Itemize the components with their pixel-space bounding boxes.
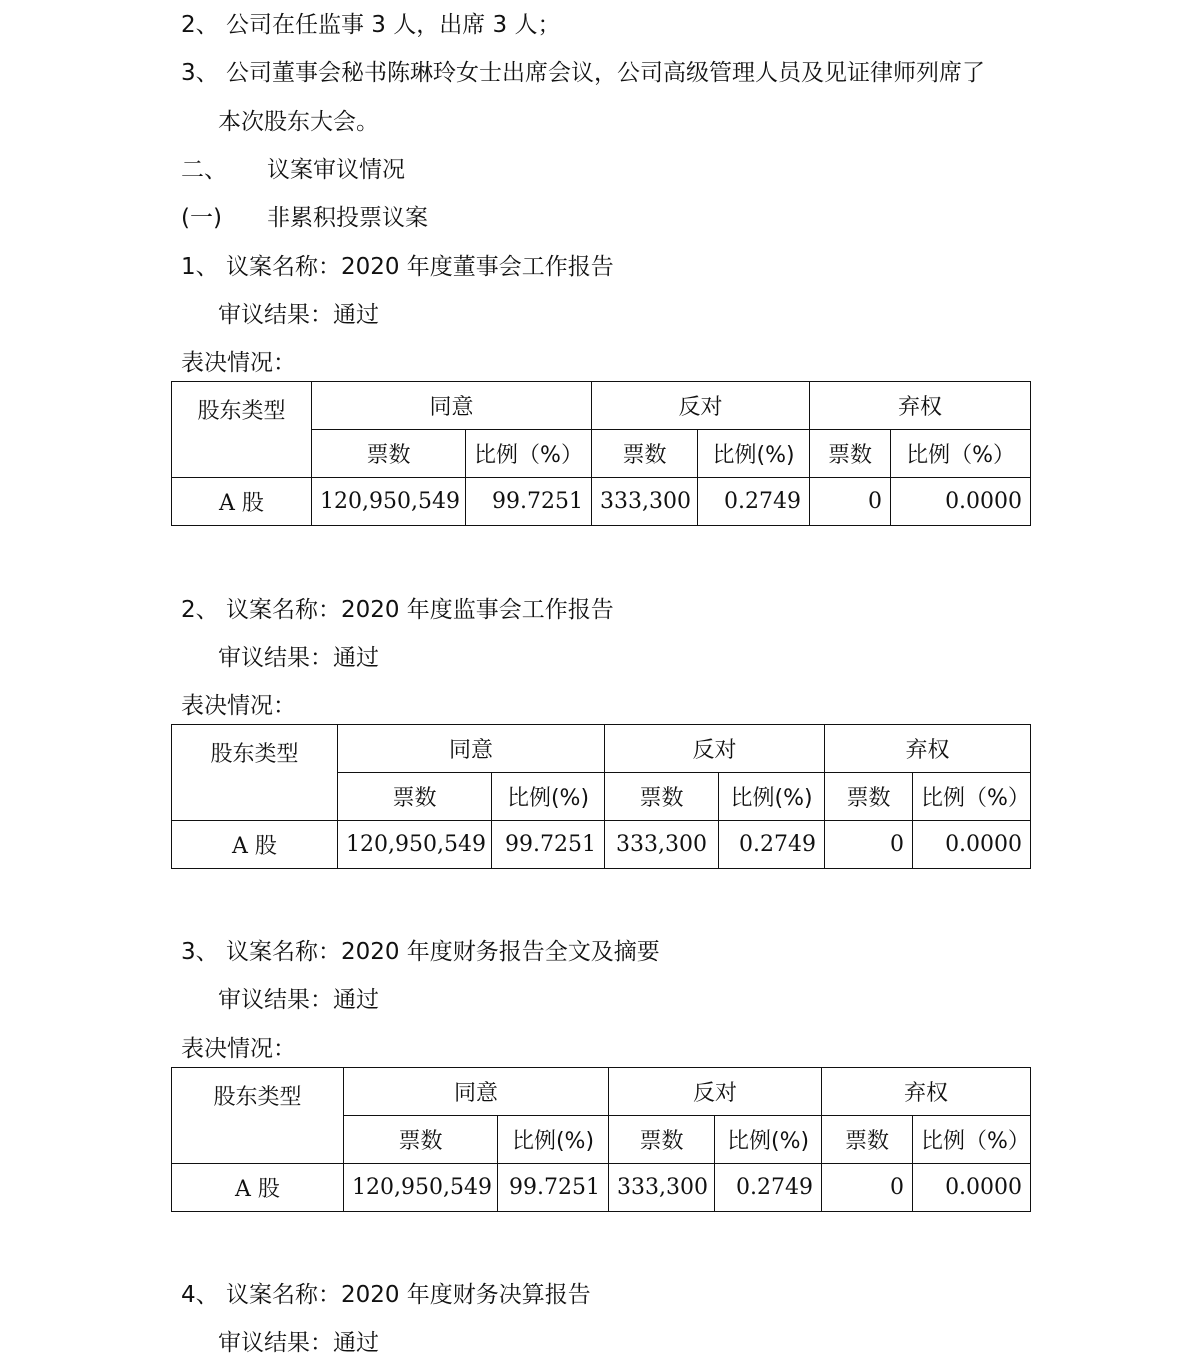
header-abstain-votes: 票数 — [810, 430, 891, 478]
header-agree-votes: 票数 — [338, 773, 492, 821]
header-abstain: 弃权 — [810, 382, 1031, 430]
share-type: A 股 — [172, 1164, 344, 1212]
against-ratio: 0.2749 — [715, 1164, 822, 1212]
header-shareholder-type: 股东类型 — [172, 382, 312, 478]
vote-label: 表决情况： — [181, 350, 296, 376]
subsection-heading — [181, 203, 428, 233]
header-against-votes: 票数 — [592, 430, 698, 478]
proposal-result: 审议结果：通过 — [218, 645, 379, 671]
header-agree-votes: 票数 — [344, 1116, 498, 1164]
abstain-ratio: 0.0000 — [913, 1164, 1031, 1212]
agree-votes: 120,950,549 — [312, 478, 466, 526]
against-ratio: 0.2749 — [698, 478, 810, 526]
vote-table — [171, 724, 1031, 869]
agree-votes: 120,950,549 — [338, 821, 492, 869]
agree-ratio: 99.7251 — [498, 1164, 609, 1212]
attendance-supervisors: 2、 公司在任监事 3 人，出席 3 人； — [181, 12, 561, 38]
header-agree-ratio: 比例(%) — [492, 773, 605, 821]
header-agree: 同意 — [312, 382, 592, 430]
against-ratio: 0.2749 — [719, 821, 825, 869]
header-abstain-votes: 票数 — [822, 1116, 913, 1164]
proposal-result: 审议结果：通过 — [218, 987, 379, 1013]
against-votes: 333,300 — [609, 1164, 715, 1212]
header-against-votes: 票数 — [609, 1116, 715, 1164]
subsection-title: 非累积投票议案 — [267, 205, 428, 231]
header-abstain-ratio: 比例（%） — [891, 430, 1031, 478]
proposal-result: 审议结果：通过 — [218, 1330, 379, 1356]
abstain-votes: 0 — [825, 821, 913, 869]
proposal-title: 3、 议案名称：2020 年度财务报告全文及摘要 — [181, 939, 660, 965]
proposal-result: 审议结果：通过 — [218, 302, 379, 328]
header-shareholder-type: 股东类型 — [172, 1068, 344, 1164]
proposal-title: 1、 议案名称：2020 年度董事会工作报告 — [181, 254, 614, 280]
subsection-number: (一) — [181, 205, 222, 231]
vote-table — [171, 381, 1031, 526]
abstain-votes: 0 — [822, 1164, 913, 1212]
section-title: 议案审议情况 — [267, 157, 405, 183]
header-agree-ratio: 比例（%） — [466, 430, 592, 478]
header-abstain: 弃权 — [822, 1068, 1031, 1116]
header-against-ratio: 比例(%) — [719, 773, 825, 821]
against-votes: 333,300 — [592, 478, 698, 526]
header-agree-ratio: 比例(%) — [498, 1116, 609, 1164]
share-type: A 股 — [172, 821, 338, 869]
header-against-votes: 票数 — [605, 773, 719, 821]
table-row — [172, 478, 1031, 526]
header-shareholder-type: 股东类型 — [172, 725, 338, 821]
against-votes: 333,300 — [605, 821, 719, 869]
vote-label: 表决情况： — [181, 1036, 296, 1062]
vote-table — [171, 1067, 1031, 1212]
header-against-ratio: 比例(%) — [698, 430, 810, 478]
vote-label: 表决情况： — [181, 693, 296, 719]
table-row — [172, 1164, 1031, 1212]
share-type: A 股 — [172, 478, 312, 526]
header-abstain-ratio: 比例（%） — [913, 773, 1031, 821]
header-agree: 同意 — [344, 1068, 609, 1116]
abstain-ratio: 0.0000 — [891, 478, 1031, 526]
header-abstain-ratio: 比例（%） — [913, 1116, 1031, 1164]
proposal-title: 2、 议案名称：2020 年度监事会工作报告 — [181, 597, 614, 623]
agree-ratio: 99.7251 — [466, 478, 592, 526]
header-against: 反对 — [592, 382, 810, 430]
abstain-ratio: 0.0000 — [913, 821, 1031, 869]
proposal-title: 4、 议案名称：2020 年度财务决算报告 — [181, 1282, 591, 1308]
agree-ratio: 99.7251 — [492, 821, 605, 869]
section-number: 二、 — [181, 157, 227, 183]
header-agree: 同意 — [338, 725, 605, 773]
agree-votes: 120,950,549 — [344, 1164, 498, 1212]
header-agree-votes: 票数 — [312, 430, 466, 478]
header-abstain-votes: 票数 — [825, 773, 913, 821]
table-row — [172, 821, 1031, 869]
attendance-secretary: 3、 公司董事会秘书陈琳玲女士出席会议，公司高级管理人员及见证律师列席了 — [181, 60, 985, 86]
header-against: 反对 — [609, 1068, 822, 1116]
attendance-secretary-cont: 本次股东大会。 — [218, 109, 379, 135]
abstain-votes: 0 — [810, 478, 891, 526]
section-heading — [181, 155, 405, 185]
header-against-ratio: 比例(%) — [715, 1116, 822, 1164]
header-against: 反对 — [605, 725, 825, 773]
header-abstain: 弃权 — [825, 725, 1031, 773]
